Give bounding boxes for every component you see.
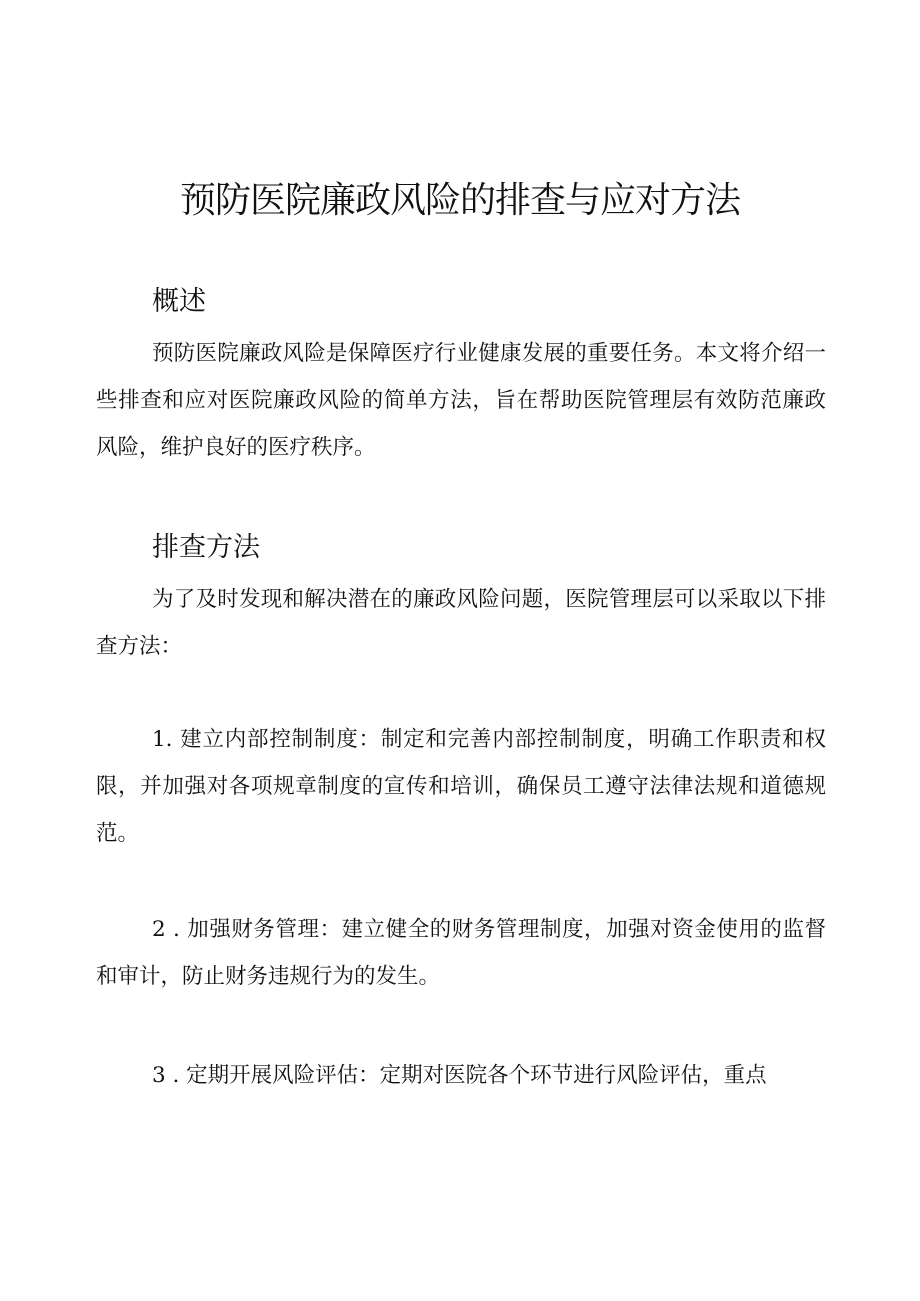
section-heading-overview: 概述 [152, 286, 206, 317]
document-title: 预防医院廉政风险的排查与应对方法 [179, 180, 740, 221]
section-heading-inspection-methods: 排查方法 [152, 532, 260, 563]
inspection-item-2: 2 . 加强财务管理：建立健全的财务管理制度，加强对资金使用的监督和审计，防止财务违规行为的发生。 [96, 917, 826, 989]
overview-paragraph: 预防医院廉政风险是保障医疗行业健康发展的重要任务。本文将介绍一些排查和应对医院廉政风险的简单方法，旨在帮助医院管理层有效防范廉政风险，维护良好的医疗秩序。 [96, 341, 826, 460]
inspection-item-3: 3 . 定期开展风险评估：定期对医院各个环节进行风险评估，重点 [152, 1063, 767, 1088]
inspection-intro-paragraph: 为了及时发现和解决潜在的廉政风险问题，医院管理层可以采取以下排查方法： [96, 587, 826, 659]
inspection-item-1: 1. 建立内部控制制度：制定和完善内部控制制度，明确工作职责和权限，并加强对各项规章制度的宣传和培训，确保员工遵守法律法规和道德规范。 [96, 727, 826, 846]
